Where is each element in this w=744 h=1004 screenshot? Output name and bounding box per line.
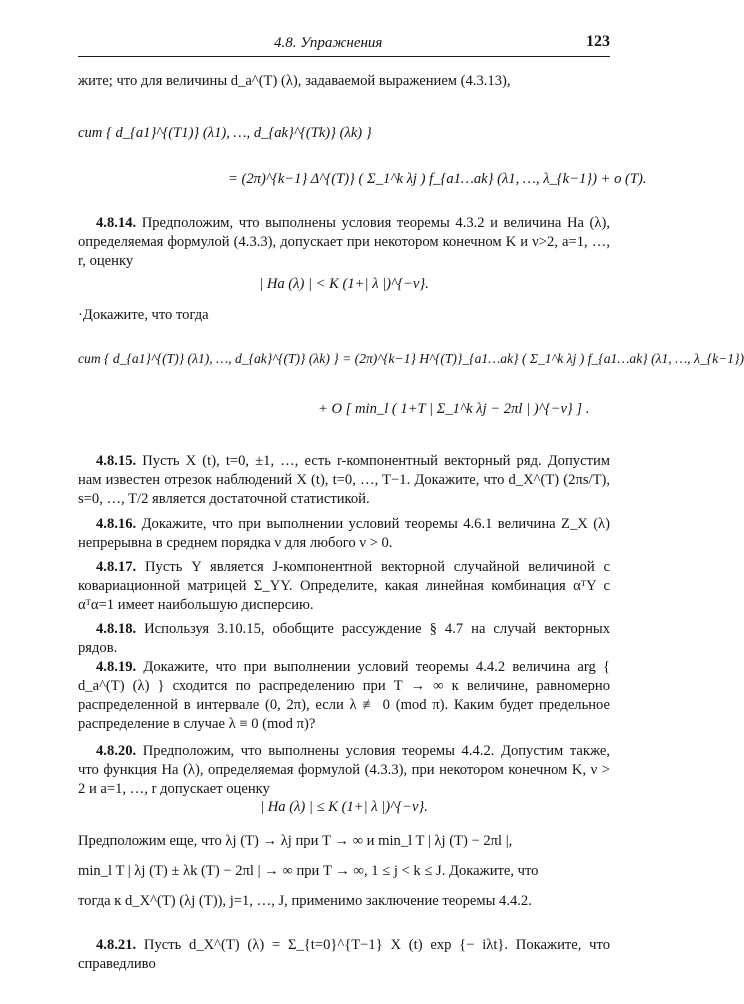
exercise-text: Докажите, что при выполнении условий теоремы 4.4.2 величина arg { d_a^(T) (λ) } сходится по распределению при T → ∞ к величине, равномерно распределенной в интервале (0, 2π), если λ ≢ 0 (mod π). Каким будет предельное распределение в случае λ ≡ 0 (mod π)? — [78, 659, 610, 732]
formula-cum-1a: cum { d_{a1}^{(T1)} (λ1), …, d_{ak}^{(Tk)} (λk) } — [78, 125, 372, 141]
exercise-text: Предположим, что выполнены условия теоремы 4.3.2 и величина Ha (λ), определяемая формулой (4.3.3), допускает при некотором конечном K и ν>2, a=1, …, r, оценку — [78, 215, 610, 269]
exercise-text: Пусть Y является J-компонентной векторной случайной величиной с ковариационной матрицей Σ_YY. Определите, какая линейная комбинация αᵀY с αᵀα=1 имеет наибольшую дисперсию. — [78, 559, 610, 613]
exercise-text: Докажите, что при выполнении условий теоремы 4.6.1 величина Z_X (λ) непрерывна в среднем порядка ν для любого ν > 0. — [78, 516, 610, 551]
exercise-number: 4.8.19. — [96, 659, 137, 675]
exercise-4-8-20-cont-2: min_l T | λj (T) ± λk (T) − 2πl | → ∞ при T → ∞, 1 ≤ j < k ≤ J. Докажите, что — [78, 863, 539, 879]
exercise-text: Пусть X (t), t=0, ±1, …, есть r-компонентный векторный ряд. Допустим нам известен отрезок наблюдений X (t), t=0, …, T−1. Докажите, что d_X^(T) (2πs/T), s=0, …, T/2 является достаточной статистикой. — [78, 453, 610, 507]
exercise-4-8-19 — [78, 658, 610, 734]
exercise-number: 4.8.14. — [96, 215, 137, 231]
formula-cum-2b: + O [ min_l ( 1+T | Σ_1^k λj − 2πl | )^{−ν} ] . — [318, 401, 590, 417]
exercise-number: 4.8.21. — [96, 937, 137, 953]
exercise-4-8-17 — [78, 558, 610, 615]
exercise-text: Пусть d_X^(T) (λ) = Σ_{t=0}^{T−1} X (t) exp {− iλt}. Покажите, что справедливо — [78, 937, 610, 972]
exercise-text: Предположим, что выполнены условия теоремы 4.4.2. Допустим также, что функция Ha (λ), определяемая формулой (4.3.3), при некотором конечном K, ν > 2 и a=1, …, r допускает оценку — [78, 743, 610, 797]
exercise-4-8-14 — [78, 214, 610, 271]
exercise-4-8-20-bound: | Ha (λ) | ≤ K (1+| λ |)^{−ν}. — [260, 799, 428, 815]
page-header — [78, 30, 610, 57]
exercise-number: 4.8.15. — [96, 453, 137, 469]
page-number: 123 — [586, 33, 610, 50]
exercise-number: 4.8.17. — [96, 559, 137, 575]
exercise-4-8-20 — [78, 742, 610, 799]
exercise-number: 4.8.16. — [96, 516, 137, 532]
exercise-number: 4.8.20. — [96, 743, 137, 759]
intro-line: жите; что для величины d_a^(T) (λ), задаваемой выражением (4.3.13), — [78, 73, 511, 89]
exercise-4-8-14-bound: | Ha (λ) | < K (1+| λ |)^{−ν}. — [259, 276, 429, 292]
exercise-4-8-14-prove: ·Докажите, что тогда — [78, 307, 209, 323]
formula-cum-2a: cum { d_{a1}^{(T)} (λ1), …, d_{ak}^{(T)} (λk) } = (2π)^{k−1} H^{(T)}_{a1…ak} ( Σ_1^k λj ) f_{a1…ak} (λ1, …, λ_{k−1}) — [78, 351, 744, 366]
exercise-4-8-21 — [78, 936, 610, 974]
exercise-text: Используя 3.10.15, обобщите рассуждение § 4.7 на случай векторных рядов. — [78, 621, 610, 656]
exercise-4-8-18 — [78, 620, 610, 658]
formula-cum-1b: = (2π)^{k−1} Δ^{(T)} ( Σ_1^k λj ) f_{a1…ak} (λ1, …, λ_{k−1}) + o (T). — [228, 171, 647, 187]
running-title: 4.8. Упражнения — [274, 35, 383, 51]
exercise-number: 4.8.18. — [96, 621, 137, 637]
exercise-4-8-15 — [78, 452, 610, 509]
exercise-4-8-20-cont-1: Предположим еще, что λj (T) → λj при T → ∞ и min_l T | λj (T) − 2πl |, — [78, 833, 513, 849]
exercise-4-8-20-cont-3: тогда к d_X^(T) (λj (T)), j=1, …, J, применимо заключение теоремы 4.4.2. — [78, 893, 532, 909]
exercise-4-8-16 — [78, 515, 610, 553]
